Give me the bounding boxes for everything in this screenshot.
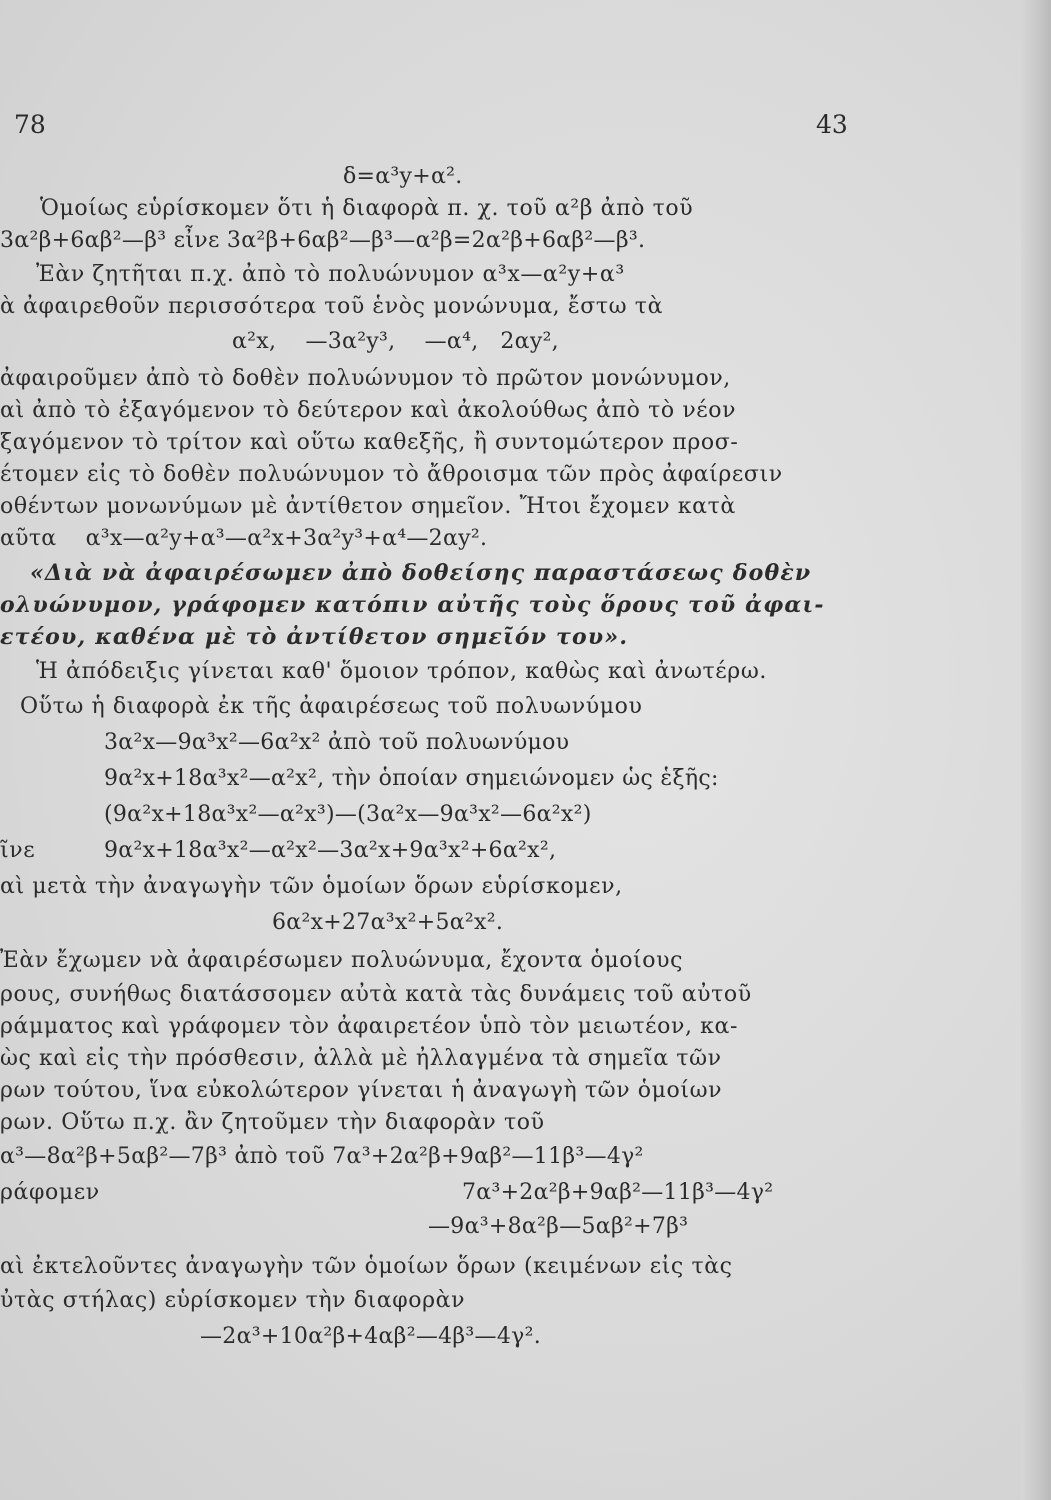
text-line: ὰ ἀφαιρεθοῦν περισσότερα τοῦ ἑνὸς μονώνυμα, ἔστω τὰ bbox=[0, 294, 664, 319]
text-line: αὶ ἐκτελοῦντες ἀναγωγὴν τῶν ὁμοίων ὅρων (κειμένων εἰς τὰς bbox=[0, 1254, 733, 1279]
text-line: ἀφαιροῦμεν ἀπὸ τὸ δοθὲν πολυώνυμον τὸ πρῶτον μονώνυμον, bbox=[0, 366, 731, 391]
text-line: ρους, συνήθως διατάσσομεν αὐτὰ κατὰ τὰς δυνάμεις τοῦ αὐτοῦ bbox=[0, 982, 752, 1007]
equation-line: 9α²x+18α³x²—α²x², τὴν ὁποίαν σημειώνομεν ὡς ἑξῆς: bbox=[104, 766, 719, 791]
text-line: αὶ ἀπὸ τὸ ἐξαγόμενον τὸ δεύτερον καὶ ἀκολούθως ἀπὸ τὸ νέον bbox=[0, 398, 737, 423]
text-line: οθέντων μονωνύμων μὲ ἀντίθετον σημεῖον. Ἤτοι ἔχομεν κατὰ bbox=[0, 494, 736, 519]
equation-line: α³—8α²β+5αβ²—7β³ ἀπὸ τοῦ 7α³+2α²β+9αβ²—11β³—4γ² bbox=[0, 1144, 644, 1169]
equation-line: 3α²β+6αβ²—β³ εἶνε 3α²β+6αβ²—β³—α²β=2α²β+6αβ²—β³. bbox=[0, 228, 646, 253]
text-line: Ἐὰν ζητῆται π.χ. ἀπὸ τὸ πολυώνυμον α³x—α²y+α³ bbox=[36, 262, 625, 287]
text-line: αὶ μετὰ τὴν ἀναγωγὴν τῶν ὁμοίων ὅρων εὑρίσκομεν, bbox=[0, 874, 623, 899]
text-line: Ἐὰν ἔχωμεν νὰ ἀφαιρέσωμεν πολυώνυμα, ἔχοντα ὁμοίους bbox=[0, 948, 684, 973]
equation-line: —9α³+8α²β—5αβ²+7β³ bbox=[428, 1214, 689, 1239]
rule-statement-line: «Διὰ νὰ ἀφαιρέσωμεν ἀπὸ δοθείσης παραστάσεως δοθὲν bbox=[30, 560, 812, 586]
text-line: ρων. Οὕτω π.χ. ἂν ζητοῦμεν τὴν διαφορὰν τοῦ bbox=[0, 1110, 545, 1135]
text-line: ξαγόμενον τὸ τρίτον καὶ οὕτω καθεξῆς, ἢ συντομώτερον προσ- bbox=[0, 430, 739, 455]
text-line: ῖνε bbox=[0, 838, 36, 863]
equation-line: δ=α³y+α². bbox=[343, 164, 463, 189]
equation-line: αῦτα α³x—α²y+α³—α²x+3α²y³+α⁴—2αy². bbox=[0, 526, 488, 551]
text-line: ρων τούτου, ἵνα εὐκολώτερον γίνεται ἡ ἀναγωγὴ τῶν ὁμοίων bbox=[0, 1078, 723, 1103]
page-edge bbox=[1021, 0, 1051, 1500]
equation-line: 7α³+2α²β+9αβ²—11β³—4γ² bbox=[462, 1180, 774, 1205]
text-line: έτομεν εἰς τὸ δοθὲν πολυώνυμον τὸ ἄθροισμα τῶν πρὸς ἀφαίρεσιν bbox=[0, 462, 783, 487]
text-line: ράφομεν bbox=[0, 1180, 100, 1205]
text-line: ὐτὰς στήλας) εὑρίσκομεν τὴν διαφορὰν bbox=[0, 1288, 466, 1313]
equation-line: α²x, —3α²y³, —α⁴, 2αy², bbox=[232, 329, 559, 354]
equation-line: (9α²x+18α³x²—α²x³)—(3α²x—9α³x²—6α²x²) bbox=[104, 802, 592, 827]
page-number-left: 78 bbox=[14, 110, 46, 139]
page-number-right: 43 bbox=[816, 110, 848, 139]
equation-line: 6α²x+27α³x²+5α²x². bbox=[272, 910, 504, 935]
text-line: Ἡ ἀπόδειξις γίνεται καθ' ὅμοιον τρόπον, καθὼς καὶ ἀνωτέρω. bbox=[36, 659, 767, 684]
text-line: ὼς καὶ εἰς τὴν πρόσθεσιν, ἀλλὰ μὲ ἠλλαγμένα τὰ σημεῖα τῶν bbox=[0, 1046, 722, 1071]
equation-line: —2α³+10α²β+4αβ²—4β³—4γ². bbox=[200, 1324, 542, 1349]
text-line: ράμματος καὶ γράφομεν τὸν ἀφαιρετέον ὑπὸ τὸν μειωτέον, κα- bbox=[0, 1014, 739, 1039]
text-line: Ὁμοίως εὑρίσκομεν ὅτι ἡ διαφορὰ π. χ. τοῦ α²β ἀπὸ τοῦ bbox=[40, 196, 694, 221]
equation-line: 3α²x—9α³x²—6α²x² ἀπὸ τοῦ πολυωνύμου bbox=[104, 730, 570, 755]
text-line: Οὕτω ἡ διαφορὰ ἐκ τῆς ἀφαιρέσεως τοῦ πολυωνύμου bbox=[20, 694, 643, 719]
equation-line: 9α²x+18α³x²—α²x²—3α²x+9α³x²+6α²x², bbox=[104, 838, 557, 863]
rule-statement-line: ετέου, καθένα μὲ τὸ ἀντίθετον σημεῖόν του». bbox=[0, 624, 629, 650]
rule-statement-line: ολυώνυμον, γράφομεν κατόπιν αὐτῆς τοὺς ὅρους τοῦ ἀφαι- bbox=[0, 592, 825, 618]
